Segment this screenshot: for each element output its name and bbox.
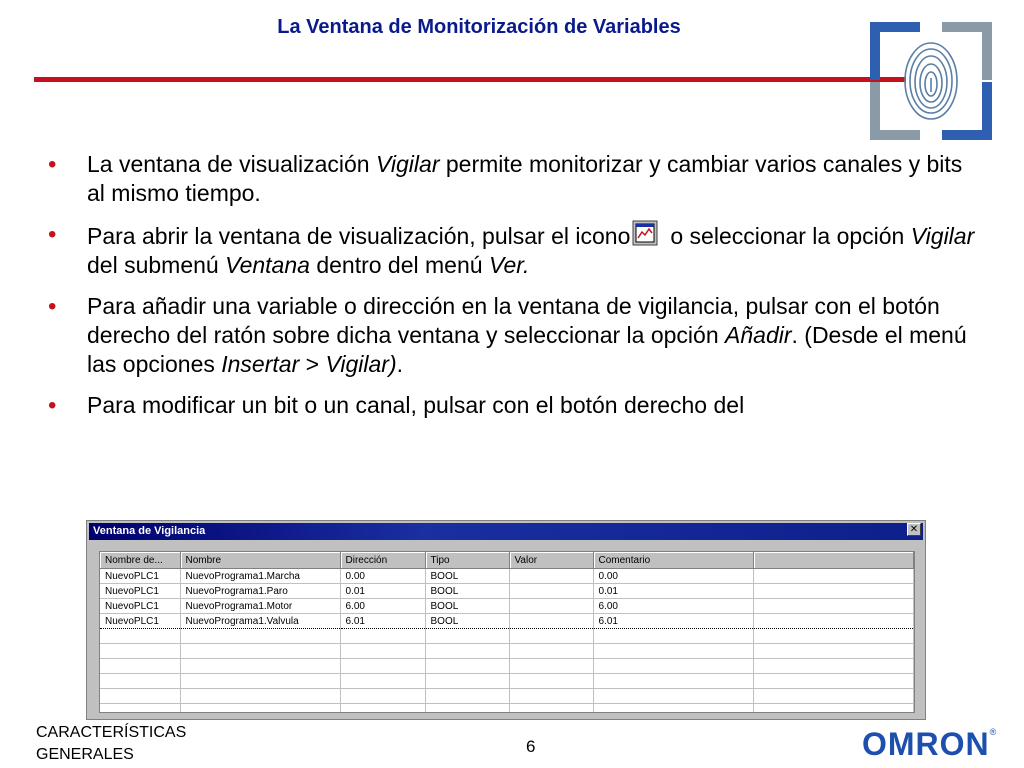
watch-window-title: Ventana de Vigilancia <box>89 523 923 540</box>
table-cell[interactable] <box>180 704 340 714</box>
table-cell[interactable] <box>509 674 593 689</box>
monitor-window-icon <box>632 220 658 246</box>
close-icon[interactable]: ✕ <box>907 523 921 536</box>
column-header[interactable]: Nombre de... <box>100 552 180 569</box>
table-row[interactable] <box>100 569 913 584</box>
table-cell[interactable] <box>100 644 180 659</box>
table-cell-filler <box>753 584 913 599</box>
empty-row[interactable] <box>100 644 913 659</box>
table-cell[interactable]: NuevoPLC1 <box>100 584 180 599</box>
column-header[interactable]: Tipo <box>425 552 509 569</box>
table-cell-filler <box>753 614 913 629</box>
italic-term: Vigilar <box>375 151 440 177</box>
bullet-item: • Para añadir una variable o dirección en la ventana de vigilancia, pulsar con el botón derecho del ratón sobre dicha ventana y seleccionar la opción Añadir. (Desde el menú las opciones Insertar > Vigilar). <box>48 293 967 377</box>
italic-term: Ventana <box>225 252 310 278</box>
fingerprint-logo-icon <box>868 20 994 142</box>
table-cell[interactable]: 0.01 <box>340 584 425 599</box>
empty-row[interactable] <box>100 704 913 714</box>
text-run: o seleccionar la opción <box>670 223 911 249</box>
table-row[interactable] <box>100 584 913 599</box>
table-cell[interactable] <box>593 704 753 714</box>
table-cell[interactable] <box>425 704 509 714</box>
brand-name: OMRON <box>862 726 990 762</box>
table-cell[interactable]: 6.00 <box>593 599 753 614</box>
table-cell[interactable]: 0.00 <box>340 569 425 584</box>
bullet-list <box>46 150 976 432</box>
table-cell[interactable] <box>509 644 593 659</box>
bullet-text <box>87 151 962 206</box>
table-cell[interactable]: 0.00 <box>593 569 753 584</box>
table-cell[interactable] <box>509 584 593 599</box>
table-cell[interactable] <box>340 704 425 714</box>
watch-grid[interactable] <box>99 551 915 713</box>
text-run: Para abrir la ventana de visualización, pulsar el icono <box>87 223 631 249</box>
text-run: . <box>396 351 403 377</box>
footer-section-label <box>36 722 186 766</box>
italic-term: Añadir <box>725 322 792 348</box>
table-cell[interactable] <box>100 704 180 714</box>
watch-window <box>86 520 926 720</box>
table-cell[interactable]: 6.01 <box>593 614 753 629</box>
column-header-filler <box>753 552 913 569</box>
table-cell[interactable] <box>509 689 593 704</box>
table-cell[interactable] <box>509 704 593 714</box>
table-cell[interactable] <box>180 674 340 689</box>
table-cell[interactable] <box>593 659 753 674</box>
footer-line-1: CARACTERÍSTICAS <box>36 724 187 741</box>
page-number: 6 <box>526 737 536 756</box>
table-cell[interactable] <box>753 644 913 659</box>
text-run: dentro del menú <box>309 252 489 278</box>
table-cell[interactable] <box>509 629 593 644</box>
table-cell[interactable]: NuevoPrograma1.Marcha <box>180 569 340 584</box>
bullet-text <box>87 223 630 249</box>
registered-mark: ® <box>989 727 998 737</box>
table-cell[interactable] <box>340 674 425 689</box>
slide-title: La Ventana de Monitorización de Variables <box>277 16 681 38</box>
table-cell[interactable]: NuevoPLC1 <box>100 599 180 614</box>
empty-row[interactable] <box>100 659 913 674</box>
text-run: . (Desde el menú las opciones <box>87 322 967 377</box>
table-cell[interactable] <box>753 689 913 704</box>
table-cell[interactable] <box>593 629 753 644</box>
table-cell[interactable]: BOOL <box>425 599 509 614</box>
table-cell[interactable]: 6.01 <box>340 614 425 629</box>
bullet-item: • Para modificar un bit o un canal, pulsar con el botón derecho del <box>48 392 745 419</box>
table-cell[interactable]: NuevoPrograma1.Motor <box>180 599 340 614</box>
table-cell[interactable] <box>180 629 340 644</box>
table-cell[interactable] <box>340 644 425 659</box>
table-cell[interactable] <box>100 629 180 644</box>
footer-line-2: GENERALES <box>36 746 134 763</box>
column-header[interactable]: Valor <box>509 552 593 569</box>
column-header[interactable]: Comentario <box>593 552 753 569</box>
table-cell[interactable]: NuevoPLC1 <box>100 569 180 584</box>
bullet-text <box>87 293 967 377</box>
table-cell[interactable] <box>593 644 753 659</box>
italic-term: Insertar <box>221 351 300 377</box>
table-cell[interactable]: BOOL <box>425 569 509 584</box>
table-cell[interactable] <box>509 569 593 584</box>
bullet-text <box>87 392 744 418</box>
table-cell[interactable] <box>100 689 180 704</box>
text-run: del submenú <box>87 252 226 278</box>
italic-term: Ver. <box>488 252 530 278</box>
table-cell[interactable]: NuevoPrograma1.Valvula <box>180 614 340 629</box>
empty-row[interactable] <box>100 689 913 704</box>
bullet-item: • La ventana de visualización Vigilar permite monitorizar y cambiar varios canales y bits al mismo tiempo. <box>48 151 963 206</box>
italic-term: Vigilar <box>910 223 975 249</box>
table-cell[interactable] <box>100 659 180 674</box>
text-run: > <box>299 351 326 377</box>
table-row[interactable] <box>100 614 913 629</box>
table-cell-filler <box>753 569 913 584</box>
text-run: Para modificar un bit o un canal, pulsar con el botón derecho del <box>87 392 745 418</box>
text-run: permite monitorizar y cambiar varios canales y bits al mismo tiempo. <box>87 151 963 206</box>
table-cell[interactable] <box>340 659 425 674</box>
table-cell[interactable] <box>509 599 593 614</box>
table-row[interactable] <box>100 599 913 614</box>
table-cell[interactable] <box>180 659 340 674</box>
table-cell[interactable] <box>753 674 913 689</box>
table-cell[interactable]: BOOL <box>425 614 509 629</box>
table-cell[interactable] <box>425 659 509 674</box>
table-cell[interactable] <box>753 704 913 714</box>
table-cell[interactable]: 6.00 <box>340 599 425 614</box>
column-header[interactable]: Dirección <box>340 552 425 569</box>
table-cell[interactable] <box>425 689 509 704</box>
table-cell-filler <box>753 599 913 614</box>
omron-logo <box>862 726 997 763</box>
title-divider <box>34 77 906 82</box>
table-cell[interactable] <box>425 644 509 659</box>
table-cell[interactable] <box>509 659 593 674</box>
text-run: Para añadir una variable o dirección en la ventana de vigilancia, pulsar con el botón derecho del ratón sobre dicha ventana y seleccionar la opción <box>87 293 940 348</box>
table-cell[interactable] <box>593 689 753 704</box>
table-cell[interactable]: NuevoPLC1 <box>100 614 180 629</box>
italic-term: Vigilar) <box>325 351 397 377</box>
table-cell[interactable] <box>425 674 509 689</box>
table-cell[interactable] <box>425 629 509 644</box>
table-cell[interactable]: BOOL <box>425 584 509 599</box>
table-cell[interactable] <box>180 689 340 704</box>
table-cell[interactable] <box>180 644 340 659</box>
table-cell[interactable] <box>753 629 913 644</box>
table-cell[interactable]: NuevoPrograma1.Paro <box>180 584 340 599</box>
table-cell[interactable] <box>340 689 425 704</box>
table-cell[interactable] <box>753 659 913 674</box>
empty-row[interactable] <box>100 629 913 644</box>
watch-table <box>100 552 914 713</box>
empty-row[interactable] <box>100 674 913 689</box>
table-cell[interactable]: 0.01 <box>593 584 753 599</box>
table-cell[interactable] <box>340 629 425 644</box>
table-cell[interactable] <box>100 674 180 689</box>
table-cell[interactable] <box>509 614 593 629</box>
column-header[interactable]: Nombre <box>180 552 340 569</box>
bullet-item: • Para abrir la ventana de visualización, pulsar el icono o seleccionar la opción Vigilar del submenú Ventana dentro del menú Ver. <box>48 221 975 278</box>
text-run: La ventana de visualización <box>87 151 376 177</box>
table-cell[interactable] <box>593 674 753 689</box>
